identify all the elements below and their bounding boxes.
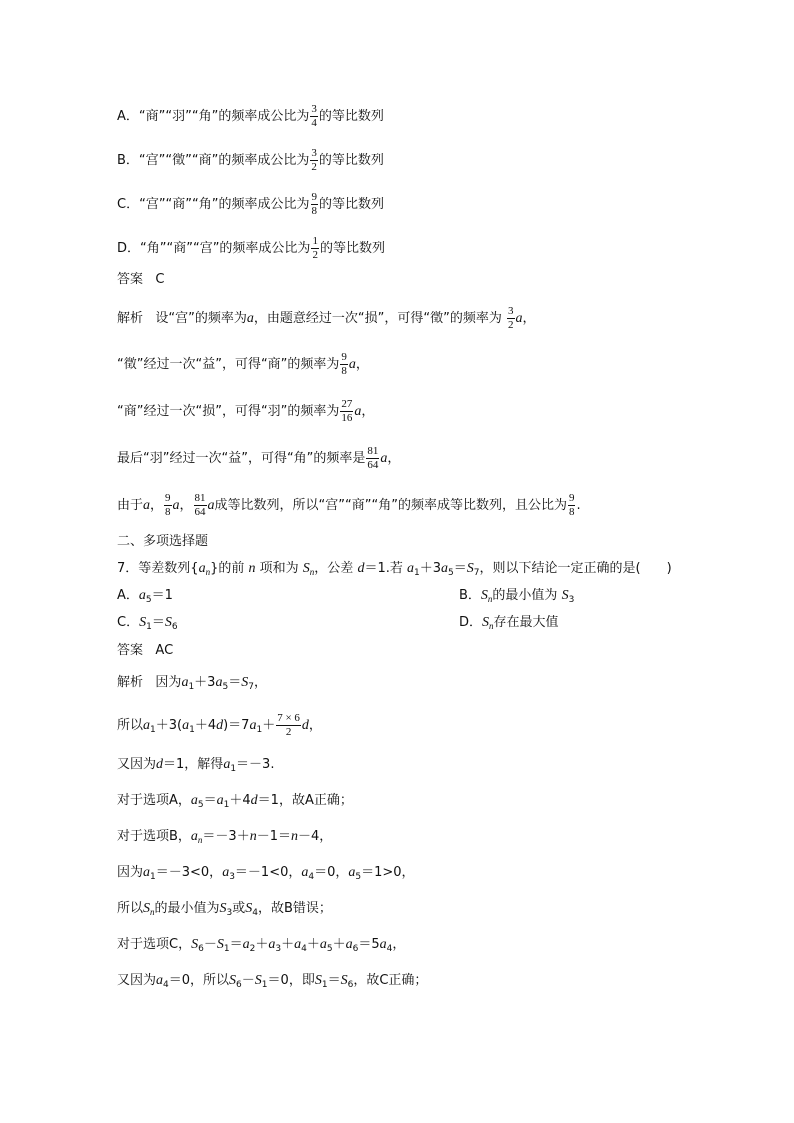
q6-solution-line-4: 最后“羽”经过一次“益”，可得“角”的频率是 $\frac{81}{64}$ a， <box>117 445 401 471</box>
q6-solution-line-2: “徵”经过一次“益”，可得“商”的频率为 $\frac{9}{8}$ a， <box>117 351 369 377</box>
q7-option-a: A．$a_5=1$ <box>117 588 173 605</box>
q7-solution-line-9: 又因为$a_4=0$，所以$S_6-S_1=0$，即$S_1=S_6$，故C正确； <box>117 973 428 990</box>
q6-option-a: A．“商”“羽”“角”的频率成公比为 $\frac{3}{4}$ 的等比数列 <box>117 103 384 129</box>
q7-solution-line-7: 所以$S_n$的最小值为$S_3$或$S_4$，故B错误； <box>117 901 332 918</box>
fraction: $\frac{81}{64}$ <box>367 445 379 471</box>
fraction: $\frac{9}{8}$ <box>341 351 347 377</box>
fraction: $\frac{1}{2}$ <box>312 235 318 261</box>
fraction: $\frac{9}{8}$ <box>568 492 575 518</box>
fraction: $\frac{9}{8}$ <box>165 492 171 518</box>
q7-solution-line-1: 解析 因为$a_1+3a_5=S_7$， <box>117 675 267 692</box>
fraction: $\frac{7 \times 6}{2}$ <box>277 712 300 738</box>
q6-option-d: D．“角”“商”“宫”的频率成公比为 $\frac{1}{2}$ 的等比数列 <box>117 235 385 261</box>
section-title: 二、多项选择题 <box>117 534 209 549</box>
q7-solution-line-4: 对于选项A，$a_5=a_1+4d=1$，故A正确； <box>117 793 353 810</box>
q6-solution-line-5: 由于a， $\frac{9}{8}$ a， $\frac{81}{64}$ a成等比数列，所以“宫”“商”“角”的频率成等比数列，且公比为 $\frac{9}{8}$ . <box>117 492 581 518</box>
q6-option-b: B．“宫”“徵”“商”的频率成公比为 $\frac{3}{2}$ 的等比数列 <box>117 147 384 173</box>
q7-answer: 答案 AC <box>117 643 174 658</box>
fraction: $\frac{3}{2}$ <box>508 305 514 331</box>
q7-solution-line-6: 因为$a_1=-3<0$，$a_3=-1<0$，$a_4=0$，$a_5=1>0$， <box>117 865 415 882</box>
q7-solution-line-5: 对于选项B，$a_n=-3+n-1=n-4$， <box>117 829 333 845</box>
q6-option-c: C．“宫”“商”“角”的频率成公比为 $\frac{9}{8}$ 的等比数列 <box>117 191 385 217</box>
q6-solution-line-3: “商”经过一次“损”，可得“羽”的频率为 $\frac{27}{16}$ a， <box>117 398 375 424</box>
q7-options-row-1 <box>117 586 677 606</box>
fraction: $\frac{27}{16}$ <box>341 398 353 424</box>
q6-solution-line-1: 解析 设“宫”的频率为a，由题意经过一次“损”，可得“徵”的频率为 $\frac{3}{2}$ a， <box>117 305 536 331</box>
q7-solution-line-2: 所以$a_1+3(a_1+4d)=7a_1+$ $\frac{7 \times 6}{2}$ d， <box>117 712 322 738</box>
q7-option-c: C．$S_1=S_6$ <box>117 615 178 632</box>
q7-stem: 7．等差数列$\{a_n\}$的前 n 项和为 $S_n$，公差 d＝1.若 $a_1+3a_5=S_7$，则以下结论一定正确的是( ) <box>117 561 672 578</box>
fraction: $\frac{9}{8}$ <box>311 191 317 217</box>
fraction: $\frac{3}{2}$ <box>311 147 317 173</box>
fraction: $\frac{81}{64}$ <box>194 492 206 518</box>
q7-option-d: D．$S_n$存在最大值 <box>459 615 559 631</box>
q6-answer: 答案 C <box>117 272 165 287</box>
q7-options-row-2 <box>117 613 677 633</box>
q7-solution-line-8: 对于选项C，$S_6-S_1=a_2+a_3+a_4+a_5+a_6=5a_4$， <box>117 937 406 954</box>
fraction: $\frac{3}{4}$ <box>311 103 317 129</box>
q7-solution-line-3: 又因为d＝1，解得$a_1=-3$. <box>117 757 275 774</box>
q7-option-b: B．$S_n$的最小值为 $S_3$ <box>459 588 575 605</box>
